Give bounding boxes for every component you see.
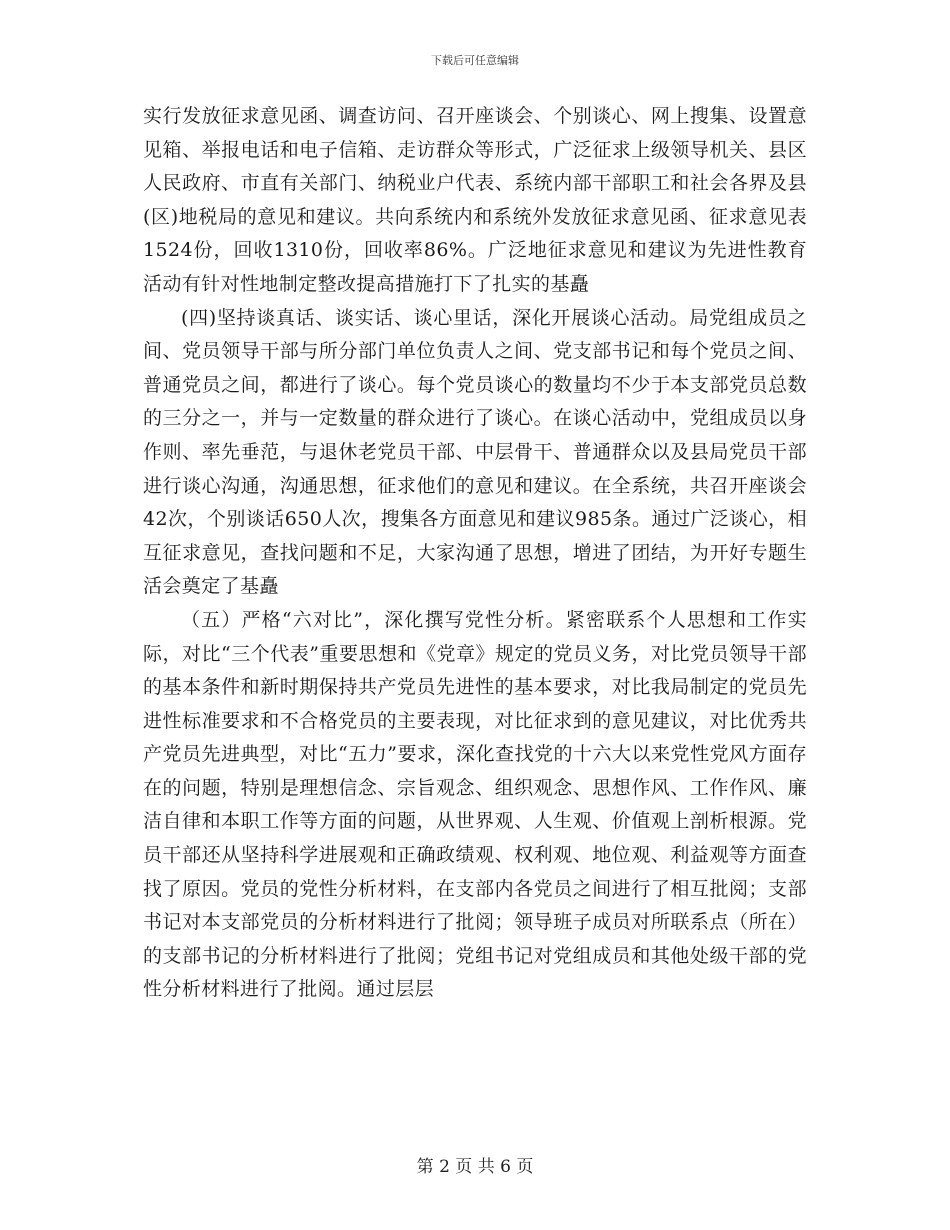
paragraph-section-four: (四)坚持谈真话、谈实话、谈心里话，深化开展谈心活动。局党组成员之间、党员领导干部与所分部门单位负责人之间、党支部书记和每个党员之间、普通党员之间，都进行了谈心。每个党员谈心的数量均不少于本支部党员总数的三分之一，并与一定数量的群众进行了谈心。在谈心活动中，党组成员以身作则、率先垂范，与退休老党员干部、中层骨干、普通群众以及县局党员干部进行谈心沟通，沟通思想，征求他们的意见和建议。在全系统，共召开座谈会42次，个别谈话650人次，搜集各方面意见和建议985条。通过广泛谈心，相互征求意见，查找问题和不足，大家沟通了思想，增进了团结，为开好专题生活会奠定了基矗 bbox=[143, 306, 807, 598]
paragraph-continuation: 实行发放征求意见函、调查访问、召开座谈会、个别谈心、网上搜集、设置意见箱、举报电话和电子信箱、走访群众等形式，广泛征求上级领导机关、县区人民政府、市直有关部门、纳税业户代表、系统内部干部职工和社会各界及县(区)地税局的意见和建议。共向系统内和系统外发放征求意见函、征求意见表1524份，回收1310份，回收率86%。广泛地征求意见和建议为先进性教育活动有针对性地制定整改提高措施打下了扎实的基矗 bbox=[143, 105, 807, 295]
document-body bbox=[143, 100, 807, 1007]
paragraph-section-five: （五）严格“六对比”，深化撰写党性分析。紧密联系个人思想和工作实际，对比“三个代表”重要思想和《党章》规定的党员义务，对比党员领导干部的基本条件和新时期保持共产党员先进性的基本要求，对比我局制定的党员先进性标准要求和不合格党员的主要表现，对比征求到的意见建议，对比优秀共产党员先进典型，对比“五力”要求，深化查找党的十六大以来党性党风方面存在的问题，特别是理想信念、宗旨观念、组织观念、思想作风、工作作风、廉洁自律和本职工作等方面的问题，从世界观、人生观、价值观上剖析根源。党员干部还从坚持科学进展观和正确政绩观、权利观、地位观、利益观等方面查找了原因。党员的党性分析材料，在支部内各党员之间进行了相互批阅；支部书记对本支部党员的分析材料进行了批阅；领导班子成员对所联系点（所在）的支部书记的分析材料进行了批阅；党组书记对党组成员和其他处级干部的党性分析材料进行了批阅。通过层层 bbox=[143, 608, 807, 1001]
page-number: 第 2 页 共 6 页 bbox=[416, 1157, 534, 1177]
page-header: 下载后可任意编辑 bbox=[431, 54, 519, 67]
